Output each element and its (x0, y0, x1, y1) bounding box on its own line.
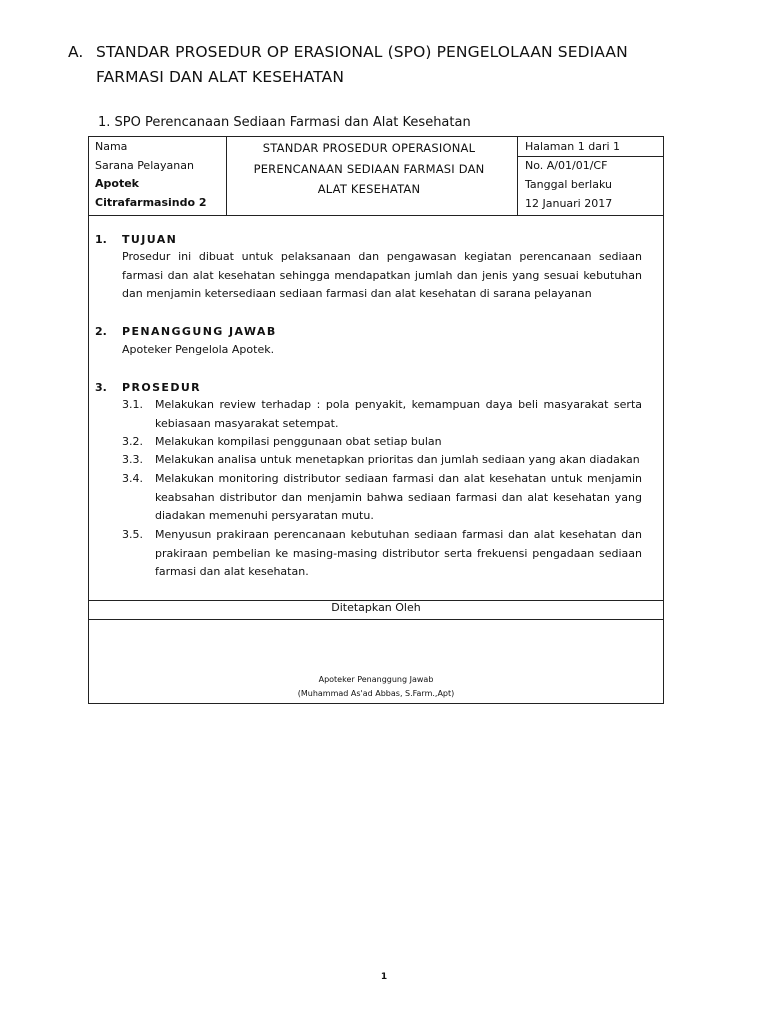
section-tujuan-text: Prosedur ini dibuat untuk pelaksanaan dan pengawasan kegiatan perencanaan sediaan farmasi dan alat kesehatan sehingga mendapatkan jumlah dan jenis yang sesuai kebutuhan dan menjamin ketersediaan sediaan farmasi dan alat kesehatan di sarana pelayanan (122, 250, 642, 301)
step-number: 3.1. (122, 398, 143, 411)
header-right-cell (523, 137, 620, 213)
header-divider-right (517, 137, 518, 216)
procedure-step (122, 526, 642, 582)
procedure-step (122, 470, 642, 526)
section-prosedur-heading (95, 379, 201, 398)
step-text: Melakukan kompilasi penggunaan obat setiap bulan (155, 435, 442, 448)
sop-title-line-2: PERENCANAAN SEDIAAN FARMASI DAN (253, 161, 485, 176)
approval-mid-rule (89, 619, 663, 620)
doc-number: No. A/01/01/CF (525, 159, 608, 172)
heading-line-1: STANDAR PROSEDUR OP ERASIONAL (SPO) PENGELOLAAN SEDIAAN (96, 43, 628, 61)
section-number: 1. (95, 233, 107, 246)
effective-date-value: 12 Januari 2017 (525, 197, 613, 210)
pharmacy-name-1: Apotek (95, 177, 139, 190)
section-number: 3. (95, 381, 107, 394)
header-bottom-rule (89, 215, 663, 216)
step-number: 3.4. (122, 472, 143, 485)
subheading: 1. SPO Perencanaan Sediaan Farmasi dan Alat Kesehatan (98, 115, 471, 130)
sop-title-line-3: ALAT KESEHATAN (317, 182, 421, 196)
document-heading (68, 40, 708, 90)
header-title-cell (227, 138, 511, 200)
ditetapkan-oleh: Ditetapkan Oleh (331, 601, 421, 614)
step-text: Melakukan review terhadap : pola penyakit, kemampuan daya beli masyarakat serta kebiasaan masyarakat setempat. (155, 398, 642, 430)
effective-date-label: Tanggal berlaku (525, 178, 612, 191)
section-tujuan-heading (95, 231, 177, 250)
spo-table (88, 136, 664, 704)
procedure-step (122, 396, 642, 433)
section-title: TUJUAN (122, 233, 178, 246)
section-pj-heading (95, 323, 277, 342)
step-text: Melakukan analisa untuk menetapkan prioritas dan jumlah sediaan yang akan diadakan (155, 453, 640, 466)
label-sarana: Sarana Pelayanan (95, 158, 194, 172)
step-number: 3.3. (122, 453, 143, 466)
section-title: PROSEDUR (122, 381, 202, 394)
label-nama: Nama (95, 140, 128, 153)
signatory-name: (Muhammad As'ad Abbas, S.Farm.,Apt) (297, 689, 455, 698)
step-text: Melakukan monitoring distributor sediaan farmasi dan alat kesehatan untuk menjamin keabsahan distributor dan menjamin bahwa sediaan farmasi dan alat kesehatan yang diadakan memenuhi persyaratan mutu. (155, 472, 642, 523)
procedure-step (122, 451, 642, 470)
section-title: PENANGGUNG JAWAB (122, 325, 277, 338)
heading-letter: A. (68, 43, 84, 61)
page-of: Halaman 1 dari 1 (525, 140, 621, 153)
step-text: Menyusun prakiraan perencanaan kebutuhan sediaan farmasi dan alat kesehatan dan prakiraan pembelian ke masing-masing distributor serta frekuensi pengadaan sediaan farmasi dan alat kesehatan. (155, 528, 642, 579)
procedure-step (122, 433, 642, 452)
step-number: 3.5. (122, 528, 143, 541)
pharmacy-name-2: Citrafarmasindo 2 (95, 195, 207, 209)
heading-line-2: FARMASI DAN ALAT KESEHATAN (96, 68, 345, 86)
sop-title-line-1: STANDAR PROSEDUR OPERASIONAL (262, 141, 476, 155)
signatory-role: Apoteker Penanggung Jawab (318, 675, 434, 684)
section-pj-text: Apoteker Pengelola Apotek. (122, 343, 275, 356)
section-number: 2. (95, 325, 107, 338)
step-number: 3.2. (122, 435, 143, 448)
header-left-cell (95, 138, 207, 212)
page-number: 1 (380, 972, 388, 982)
